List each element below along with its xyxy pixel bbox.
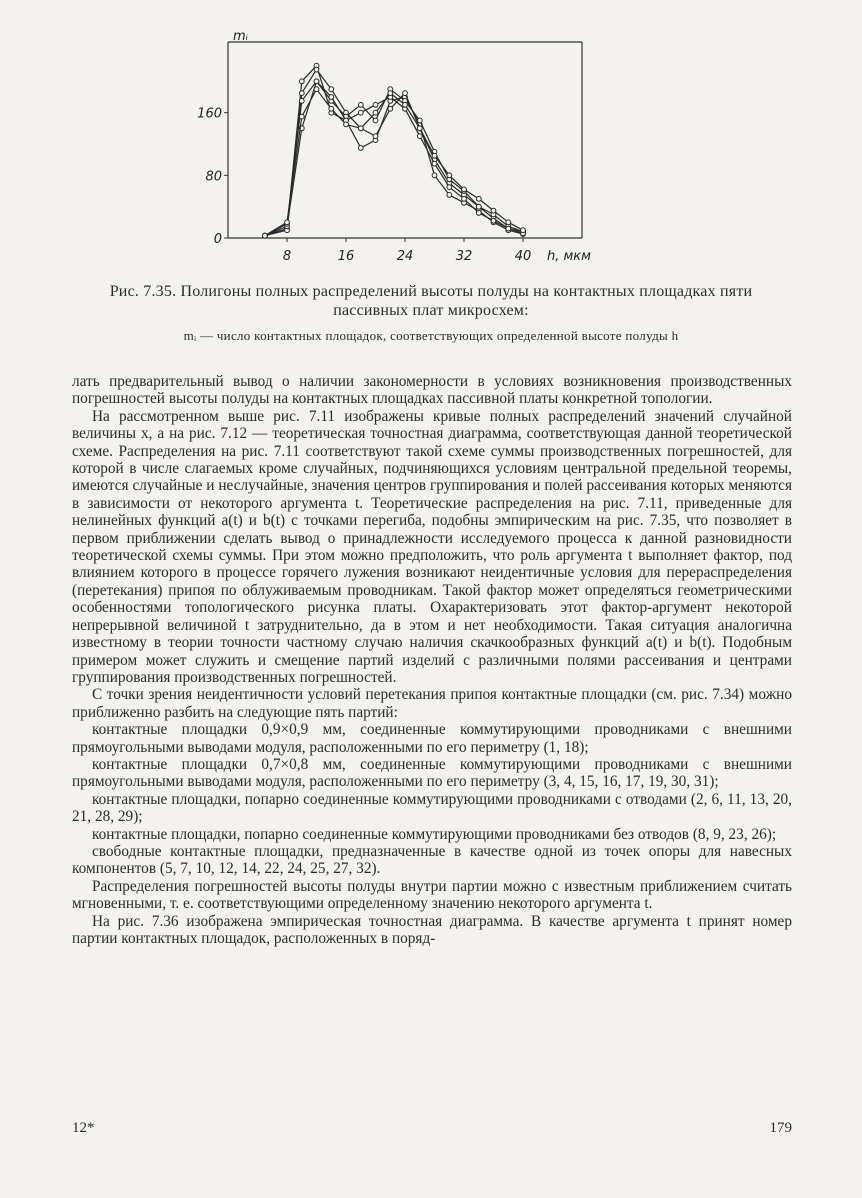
x-tick-label: 16 <box>337 249 355 264</box>
series-point <box>506 220 511 225</box>
series-point <box>417 126 422 131</box>
series-point <box>329 95 334 100</box>
series-point <box>388 106 393 111</box>
series-point <box>373 110 378 115</box>
paragraph: лать предварительный вывод о наличии закономерности в условиях возникновения производственных погрешностей высоты полуды на контактных площадках пассивной платы конкретной топологии. <box>72 373 792 408</box>
series-point <box>432 153 437 158</box>
series-point <box>417 118 422 123</box>
list-item: контактные площадки, попарно соединенные коммутирующими проводниками без отводов (8, 9, 23, 26); <box>92 825 777 843</box>
series-point <box>491 208 496 213</box>
page-number: 179 <box>769 1120 792 1136</box>
series-point <box>314 67 319 72</box>
series-point <box>491 218 496 223</box>
series-point <box>299 99 304 104</box>
series-point <box>506 226 511 231</box>
series-point <box>417 134 422 139</box>
chart-svg <box>170 28 640 278</box>
y-tick-label: 80 <box>205 169 222 185</box>
list-item: свободные контактные площадки, предназначенные в качестве одной из точек опоры для навесных компонентов (5, 7, 10, 12, 14, 22, 24, 25, 27, 32). <box>72 842 792 878</box>
series-point <box>432 161 437 166</box>
paragraph: На рис. 7.36 изображена эмпирическая точностная диаграмма. В качестве аргумента t принят номер партии контактных площадок, расположенных в поряд- <box>72 912 792 947</box>
list-item: контактные площадки, попарно соединенные коммутирующими проводниками с отводами (2, 6, 11, 13, 20, 21, 28, 29); <box>72 790 792 826</box>
series-point <box>299 79 304 84</box>
series-point <box>447 185 452 190</box>
series-point <box>373 134 378 139</box>
paragraph: Распределения погрешностей высоты полуды внутри партии можно с известным приближением считать мгновенными, т. е. соответствующими определенному значению некоторого аргумента t. <box>72 877 792 913</box>
series-point <box>373 118 378 123</box>
list-item: контактные площадки 0,7×0,8 мм, соединенные коммутирующими проводниками с внешними прямоугольными выводами модуля, расположенными по его периметру (3, 4, 15, 16, 17, 19, 30, 31); <box>72 755 792 791</box>
series-point <box>329 106 334 111</box>
x-tick-label: 40 <box>514 249 532 264</box>
caption-note: mᵢ — число контактных площадок, соответствующих определенной высоте полуды h <box>183 328 679 343</box>
paragraph: С точки зрения неидентичности условий перетекания припоя контактные площадки (см. рис. 7.34) можно приближенно разбить на следующие пять партий: <box>72 686 792 721</box>
series-point <box>329 87 334 92</box>
series-point <box>447 193 452 198</box>
series-point <box>373 102 378 107</box>
signature-mark: 12* <box>72 1120 95 1136</box>
series-point <box>314 79 319 84</box>
series-point <box>299 91 304 96</box>
series-point <box>476 204 481 209</box>
series-point <box>263 233 268 238</box>
series-point <box>521 228 526 233</box>
list-item: контактные площадки 0,9×0,9 мм, соединенные коммутирующими проводниками с внешними прямоугольными выводами модуля, расположенными по его периметру (1, 18); <box>72 721 792 756</box>
series-point <box>358 126 363 131</box>
body-text <box>72 373 792 947</box>
series-point <box>344 122 349 127</box>
caption-title: Рис. 7.35. Полигоны полных распределений высоты полуды на контактных площадках пяти пассивных плат микросхем: <box>109 283 753 319</box>
series-point <box>462 196 467 201</box>
x-tick-label: 8 <box>282 249 292 264</box>
series-point <box>285 220 290 225</box>
series-point <box>447 173 452 178</box>
series-point <box>462 187 467 192</box>
series-point <box>358 146 363 151</box>
paragraph: На рассмотренном выше рис. 7.11 изображены кривые полных распределений значений случайной величины x, а на рис. 7.12 — теоретическая точностная диаграмма, соответствующая данной теоретической схеме. Распределения на рис. 7.11 соответствуют такой схеме суммы производственных погрешностей, для которой в числе слагаемых кроме случайных, подчиняющихся условиям центральной предельной теоремы, имеются случайные и неслучайные, значения центров группирования и полей рассеивания которых меняются в зависимости от некоторого аргумента t. Теоретические распределения на рис. 7.11, приведенные для нелинейных функций a(t) и b(t) с точками перегиба, подобны эмпирическим на рис. 7.35, что позволяет в первом приближении сделать вывод о принадлежности исследуемого процесса к данной разновидности теоретической схемы суммы. При этом можно предположить, что роль аргумента t выполняет фактор, под влиянием которого в процессе горячего лужения возникают неидентичные условия для перераспределения (перетекания) припоя по облуживаемым проводникам. Такой фактор может определяться геометрическими особенностями топологического рисунка платы. Охарактеризовать этот фактор-аргумент некоторой непрерывной величиной t затруднительно, да в этом и нет необходимости. Такая ситуация аналогична известному в теории точности частному случаю наличия скачкообразных функций a(t) и b(t). Подобным примером может служить и смещение партий изделий с различными полями рассеивания и центрами группирования производственных погрешностей. <box>72 407 792 686</box>
x-tick-label: 24 <box>396 249 414 264</box>
x-tick-label: 32 <box>455 249 473 264</box>
x-axis-label: h, мкм <box>547 249 591 264</box>
series-point <box>358 102 363 107</box>
series-point <box>476 196 481 201</box>
y-axis-label: mᵢ <box>233 29 248 44</box>
figure-7-35 <box>170 28 640 278</box>
series-point <box>403 102 408 107</box>
y-tick-label: 0 <box>213 232 222 247</box>
series-point <box>388 91 393 96</box>
series-line-5 <box>265 89 523 236</box>
series-point <box>358 110 363 115</box>
series-point <box>403 91 408 96</box>
series-point <box>314 87 319 92</box>
series-point <box>299 114 304 119</box>
y-tick-label: 160 <box>197 106 222 122</box>
figure-caption <box>72 282 790 344</box>
series-point <box>476 211 481 216</box>
series-point <box>432 173 437 178</box>
